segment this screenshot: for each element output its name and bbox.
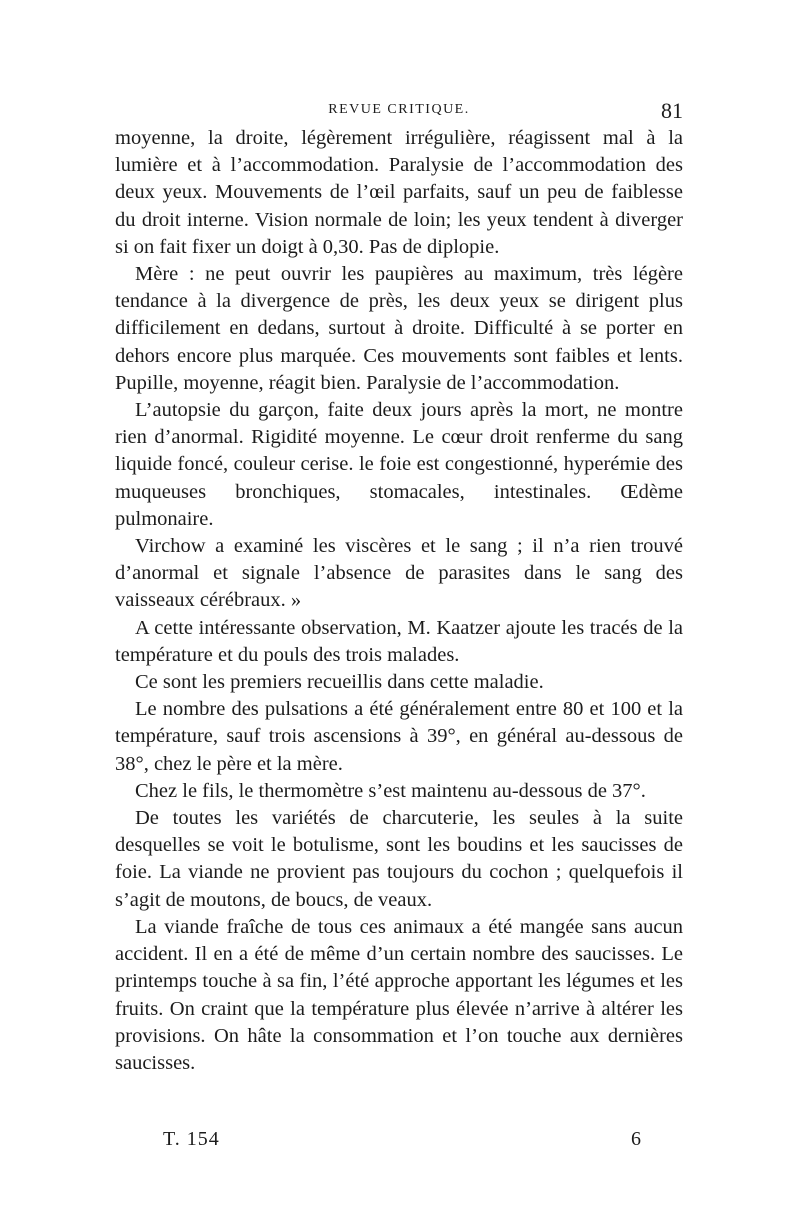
body-text [115,125,683,1077]
paragraph: Virchow a examiné les viscères et le sang ; il n’a rien trouvé d’anormal et signale l’absence de parasites dans le sang des vaisseaux cérébraux. » [115,535,683,612]
paragraph: De toutes les variétés de charcuterie, les seules à la suite desquelles se voit le botulisme, sont les boudins et les saucisses de foie. La viande ne provient pas toujours du cochon ; quelquefois il s’agit de moutons, de boucs, de veaux. [115,807,683,911]
paragraph: Ce sont les premiers recueillis dans cette maladie. [135,671,544,694]
paragraph: La viande fraîche de tous ces animaux a été mangée sans aucun accident. Il en a été de même d’un certain nombre des saucisses. Le printemps touche à sa fin, l’été approche apportant les légumes et les fruits. On craint que la température plus élevée n’arrive à altérer les provisions. On hâte la consommation et l’on touche aux dernières saucisses. [115,915,683,1074]
running-title: REVUE CRITIQUE. [328,102,470,117]
paragraph: L’autopsie du garçon, faite deux jours après la mort, ne montre rien d’anormal. Rigidité moyenne. Le cœur droit renferme du sang liquide foncé, couleur cerise. le foie est congestionné, hyperémie des muqueuses bronchiques, stomacales, intestinales. Œdème pulmonaire. [115,399,683,530]
paragraph: A cette intéressante observation, M. Kaatzer ajoute les tracés de la température et du pouls des trois malades. [115,616,683,666]
paragraph: moyenne, la droite, légèrement irrégulière, réagissent mal à la lumière et à l’accommodation. Paralysie de l’accommodation des deux yeux. Mouvements de l’œil parfaits, sauf un peu de faiblesse du droit interne. Vision normale de loin; les yeux tendent à diverger si on fait fixer un doigt à 0,30. Pas de diplopie. [115,127,683,258]
paragraph: Le nombre des pulsations a été généralement entre 80 et 100 et la température, sauf trois ascensions à 39°, en général au-dessous de 38°, chez le père et la mère. [115,698,683,775]
running-head [115,98,683,124]
signature-mark: T. 154 [163,1128,220,1150]
paragraph: Mère : ne peut ouvrir les paupières au maximum, très légère tendance à la divergence de près, les deux yeux se dirigent plus difficilement en dedans, surtout à droite. Difficulté à se porter en dehors encore plus marquée. Ces mouvements sont faibles et lents. Pupille, moyenne, réagit bien. Paralysie de l’accommodation. [115,263,683,394]
page-footer [115,1128,683,1158]
sheet-number: 6 [631,1128,641,1150]
page-number: 81 [661,98,683,123]
paragraph: Chez le fils, le thermomètre s’est maintenu au-dessous de 37°. [135,779,646,802]
